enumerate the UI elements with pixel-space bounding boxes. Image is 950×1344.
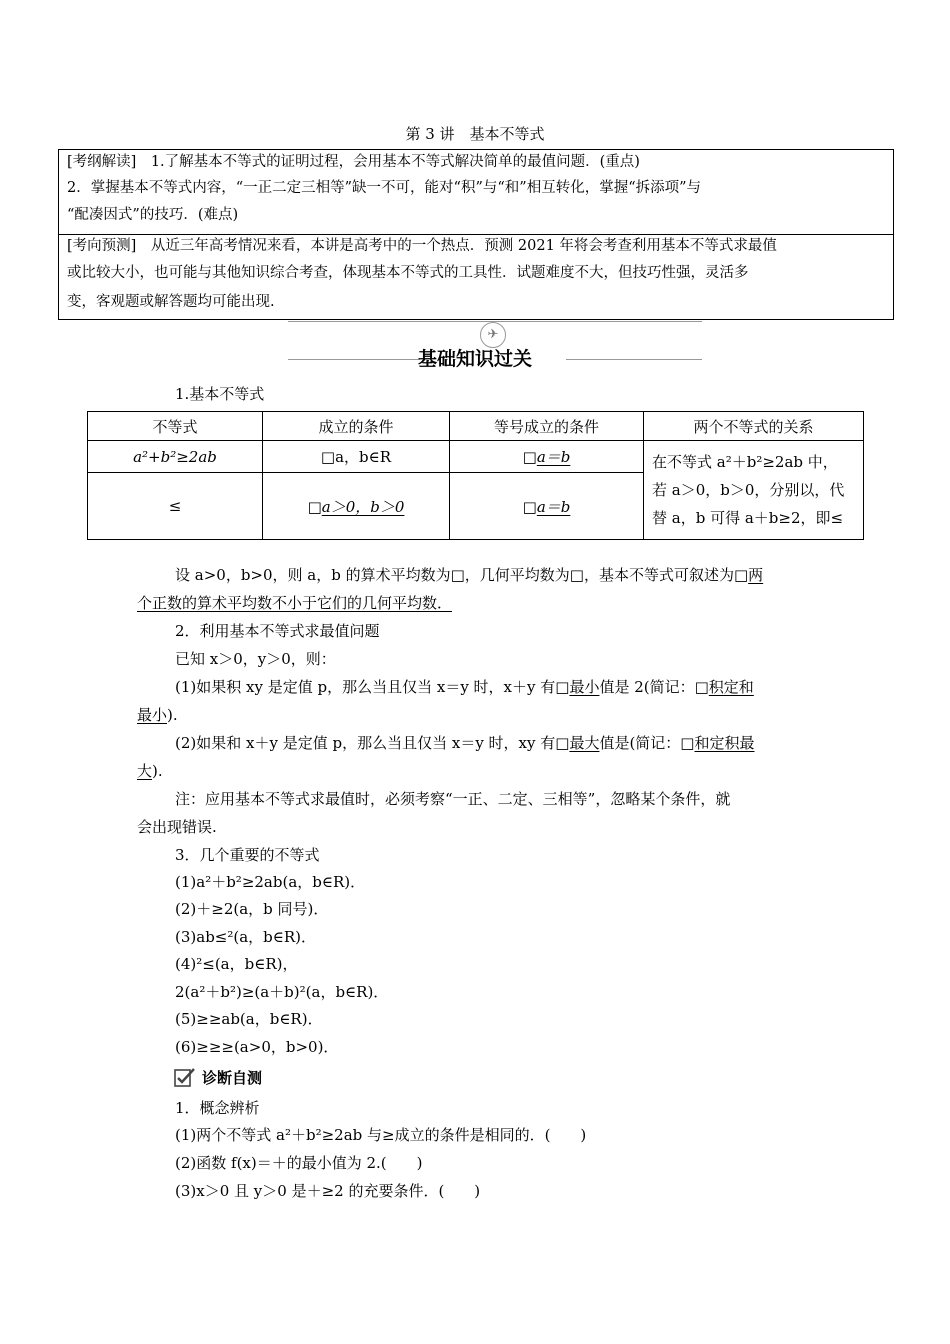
outline-line: [考纲解读] 1.了解基本不等式的证明过程，会用基本不等式解决简单的最值问题．(重点) — [67, 154, 640, 170]
paragraph: 注：应用基本不等式求最值时，必须考察“一正、二定、三相等”，忽略某个条件，就 — [175, 790, 731, 808]
outline-line: 2．掌握基本不等式内容，“一正二定三相等”缺一不可，能对“积”与“和”相互转化，掌握“拆添项”与 — [67, 180, 702, 196]
question-item: (3)x＞0 且 y＞0 是＋≥2 的充要条件．( ) — [175, 1182, 481, 1200]
table-header: 不等式 — [88, 412, 263, 441]
table-cell: □a＞0，b＞0 — [263, 473, 450, 540]
subsection-title: 1.基本不等式 — [175, 385, 265, 403]
subsection-title: 2．利用基本不等式求最值问题 — [175, 622, 380, 640]
subsection-title: 1．概念辨析 — [175, 1099, 260, 1117]
outline-box — [58, 149, 894, 235]
outline-line: “配凑因式”的技巧．(难点) — [67, 207, 239, 223]
paragraph: (2)如果和 x＋y 是定值 p，那么当且仅当 x＝y 时，xy 有□最大值是(简记：□和定积最 — [175, 734, 755, 752]
forecast-box — [58, 233, 894, 320]
table-cell: a²+b²≥2ab — [88, 441, 263, 473]
paragraph: (1)如果积 xy 是定值 p，那么当且仅当 x＝y 时，x＋y 有□最小值是 2(简记：□积定和 — [175, 678, 754, 696]
inequality-table — [87, 411, 864, 540]
question-item: (1)两个不等式 a²＋b²≥2ab 与≥成立的条件是相同的．( ) — [175, 1126, 587, 1144]
subsection-title: 3．几个重要的不等式 — [175, 846, 320, 864]
table-cell: □a＝b — [450, 441, 644, 473]
table-cell: □a，b∈R — [263, 441, 450, 473]
table-header: 两个不等式的关系 — [644, 412, 864, 441]
paragraph: 已知 x＞0，y＞0，则： — [175, 650, 336, 668]
table-cell: □a＝b — [450, 473, 644, 540]
checkmark-pencil-icon — [174, 1066, 196, 1088]
relation-cell: 在不等式 a²＋b²≥2ab 中， 若 a＞0，b＞0，分别以，代 替 a，b 可得 a＋b≥2，即≤ — [644, 441, 864, 540]
table-cell: ≤ — [88, 473, 263, 540]
diagnosis-heading: 诊断自测 — [202, 1069, 263, 1087]
list-item: (3)ab≤²(a，b∈R)． — [175, 928, 317, 946]
paragraph: 最小). — [137, 706, 178, 724]
list-item: (2)＋≥2(a，b 同号)． — [175, 900, 329, 918]
table-header: 等号成立的条件 — [450, 412, 644, 441]
paragraph: 大). — [137, 762, 163, 780]
list-item: (1)a²＋b²≥2ab(a，b∈R)． — [175, 873, 366, 891]
paragraph: 会出现错误. — [137, 818, 217, 836]
question-item: (2)函数 f(x)＝＋的最小值为 2.( ) — [175, 1154, 423, 1172]
paragraph: 个正数的算术平均数不小于它们的几何平均数． — [137, 594, 453, 612]
page-title: 第 3 讲 基本不等式 — [405, 125, 545, 143]
paragraph: 设 a>0，b>0，则 a，b 的算术平均数为□，几何平均数为□，基本不等式可叙述为□两 — [175, 566, 764, 584]
list-item: 2(a²＋b²)≥(a＋b)²(a，b∈R)． — [175, 983, 389, 1001]
section-heading: 基础知识过关 — [417, 348, 532, 370]
forecast-line: [考向预测] 从近三年高考情况来看，本讲是高考中的一个热点．预测 2021 年将会考查利用基本不等式求最值 — [67, 238, 777, 254]
table-header: 成立的条件 — [263, 412, 450, 441]
forecast-line: 变，客观题或解答题均可能出现. — [67, 294, 275, 310]
list-item: (6)≥≥≥(a>0，b>0)． — [175, 1038, 339, 1056]
forecast-line: 或比较大小，也可能与其他知识综合考查，体现基本不等式的工具性．试题难度不大，但技巧性强，灵活多 — [67, 265, 749, 281]
list-item: (5)≥≥ab(a，b∈R)． — [175, 1010, 323, 1028]
paper-plane-icon: ✈ — [480, 322, 506, 348]
list-item: (4)²≤(a，b∈R)， — [175, 955, 298, 973]
